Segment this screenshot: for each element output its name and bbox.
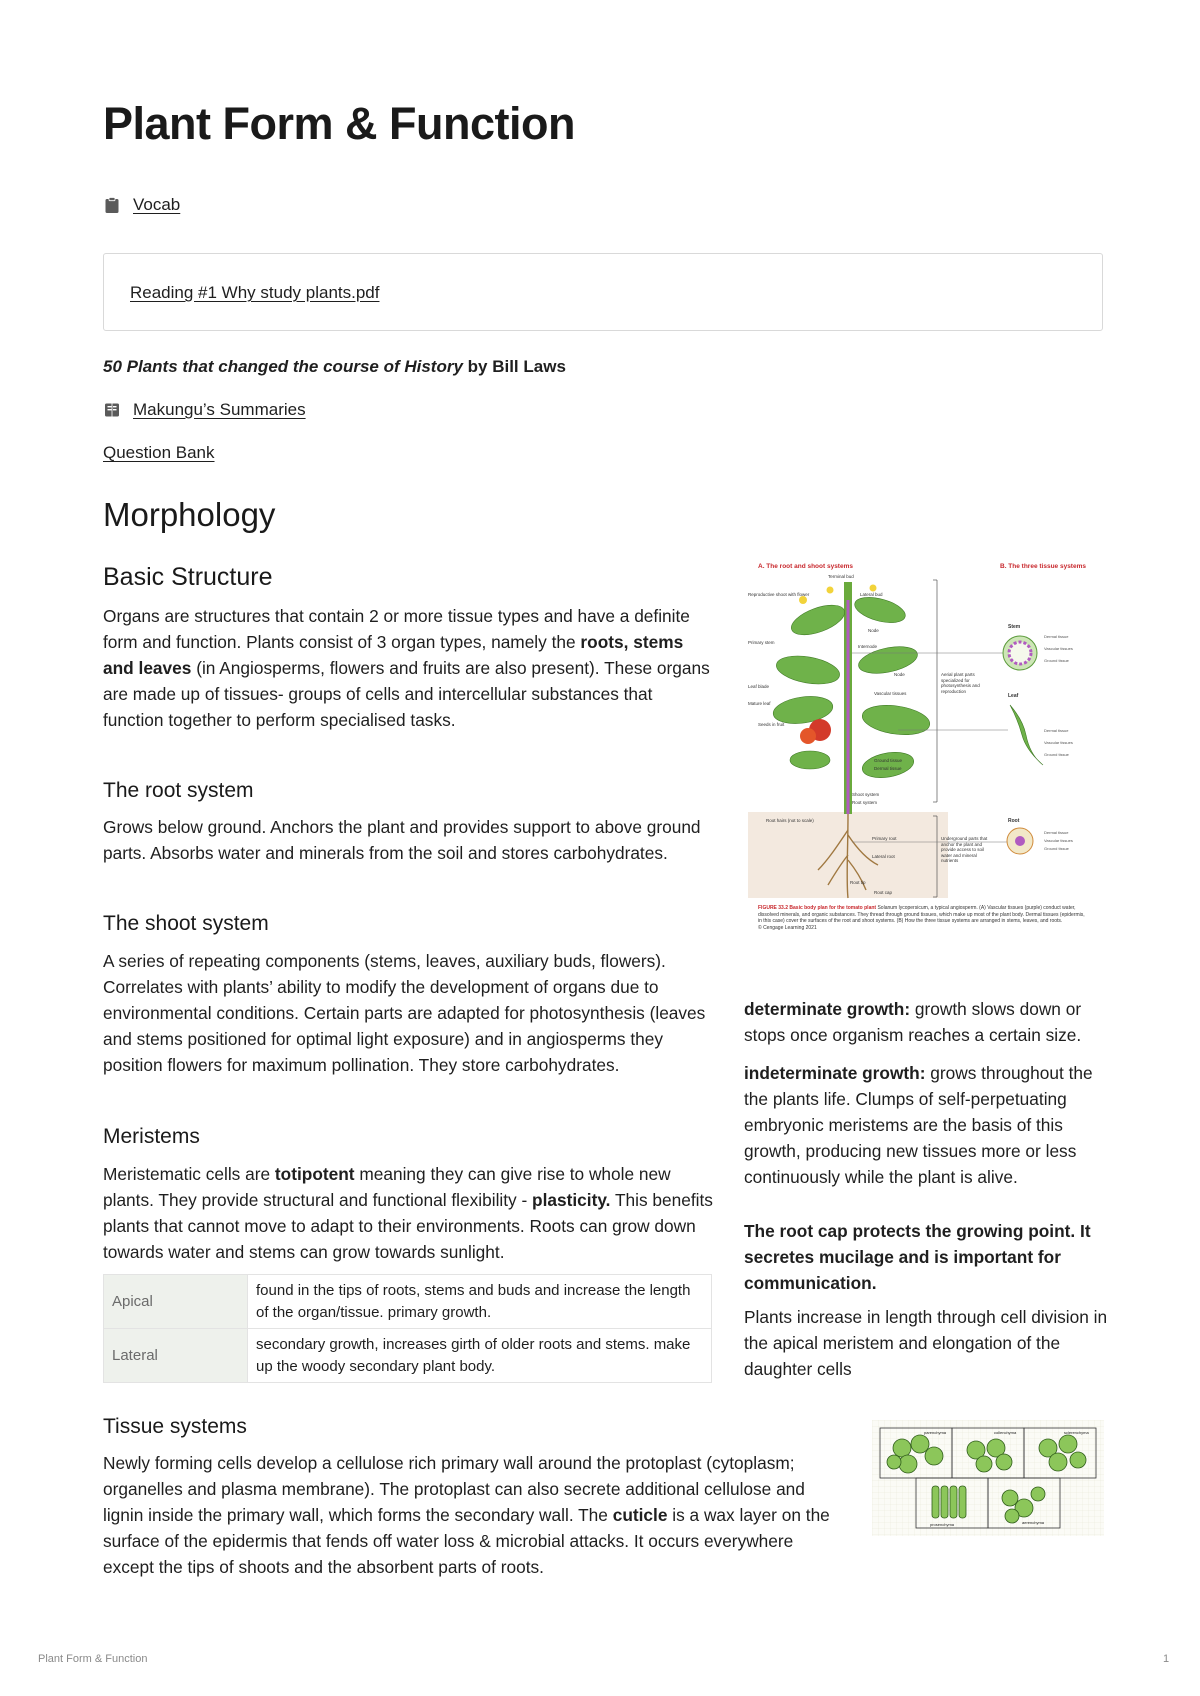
label-vascular: Vascular tissues <box>874 691 907 696</box>
summaries-link[interactable]: Makungu’s Summaries <box>133 400 306 419</box>
label-leaf-blade: Leaf blade <box>748 684 770 689</box>
label-root-vascular: Vascular tissues <box>1044 838 1073 843</box>
label-node-2: Node <box>894 672 905 677</box>
morphology-heading: Morphology <box>103 496 276 533</box>
vocab-link-row[interactable] <box>103 195 180 215</box>
label-mature-leaf: Mature leaf <box>748 701 771 706</box>
root-cap-note: The root cap protects the growing point. It secretes mucilage and is important for communication. <box>744 1221 1091 1293</box>
table-row <box>104 1275 712 1329</box>
root-system-text: Grows below ground. Anchors the plant and provides support to above ground parts. Absorbs water and minerals from the soil and stores carbohydrates. <box>103 817 701 863</box>
label-repro-shoot: Reproductive shoot with flower <box>748 592 810 597</box>
table-value: secondary growth, increases girth of older roots and stems. make up the woody secondary plant body. <box>248 1329 712 1383</box>
label-root-hairs: Root hairs (not to scale) <box>766 818 814 823</box>
label-leaf: Leaf <box>1008 693 1019 699</box>
basic-structure-text: Organs are structures that contain 2 or more tissue types and have a definite form and function. Plants consist of 3 organ types, namely the roots, stems and leaves (in Angiosperms, flowers and fruits are also present). These organs are made up of tissues- groups of cells and intercellular substances that function together to perform specialised tasks. <box>103 606 710 730</box>
label-leaf-dermal: Dermal tissue <box>1044 728 1069 733</box>
label-root-dermal: Dermal tissue <box>1044 830 1069 835</box>
label-terminal-bud: Terminal bud <box>828 574 854 579</box>
label-seeds: Seeds in fruit <box>758 722 785 727</box>
meristem-table <box>103 1274 712 1383</box>
figure-label-b: B. The three tissue systems <box>1000 563 1086 570</box>
cell-label-4: prosenchyma <box>930 1522 955 1527</box>
cell-types-sketch <box>872 1420 1104 1536</box>
book-author: by Bill Laws <box>462 357 566 376</box>
vocab-link[interactable]: Vocab <box>133 195 181 214</box>
label-node-1: Node <box>868 628 879 633</box>
shoot-system-heading: The shoot system <box>103 912 269 935</box>
question-bank-link[interactable]: Question Bank <box>103 443 215 462</box>
label-underground: Underground parts that anchor the plant and provide access to soil water and mineral nutrients <box>941 836 988 863</box>
reading-link[interactable]: Reading #1 Why study plants.pdf <box>130 283 380 302</box>
label-stem: Stem <box>1008 624 1021 630</box>
label-root-tip: Root tip <box>850 880 866 885</box>
label-leaf-ground: Ground tissue <box>1044 752 1069 757</box>
label-root-system: Root system <box>852 800 878 805</box>
label-shoot-system: Shoot system <box>852 792 880 797</box>
length-growth-note: Plants increase in length through cell division in the apical meristem and elongation of the daughter cells <box>744 1307 1108 1379</box>
label-stem-ground: Ground tissue <box>1044 658 1069 663</box>
book-reference <box>103 357 566 377</box>
figure-label-a: A. The root and shoot systems <box>758 563 853 570</box>
label-leaf-vascular: Vascular tissues <box>1044 740 1073 745</box>
indeterminate-growth: indeterminate growth: grows throughout the the plants life. Clumps of self-perpetuating embryonic meristems are the basis of this growth, producing new tissues more or less continuously while the plant is alive. <box>744 1063 1093 1187</box>
book-title: 50 Plants that changed the course of History <box>103 357 463 376</box>
label-ground-tissue: Ground tissue <box>874 758 903 763</box>
question-bank-row[interactable] <box>103 443 215 463</box>
figure-caption: FIGURE 33.2 Basic body plan for the tomato plant Solanum lycopersicum, a typical angiosperm. (A) Vascular tissues (purple) conduct water, dissolved minerals, and organic substances. They thread through ground tissues, which make up most of the plant body. Dermal tissues (epidermis, in this case) cover the surfaces of the root and shoot systems. (B) How the three tissue systems are arranged in stems, leaves, and roots. © Cengage Learning 2021 <box>758 905 1085 931</box>
reading-callout <box>103 253 1103 331</box>
tomato-plant-figure <box>748 560 1098 960</box>
label-root: Root <box>1008 818 1020 824</box>
determinate-growth: determinate growth: growth slows down or stops once organism reaches a certain size. <box>744 999 1082 1045</box>
label-stem-vascular: Vascular tissues <box>1044 646 1073 651</box>
page-number: 1 <box>1163 1653 1170 1665</box>
table-key: Apical <box>104 1275 248 1329</box>
cell-label-2: collenchyma <box>994 1430 1017 1435</box>
clipboard-icon <box>103 196 121 214</box>
basic-structure-heading: Basic Structure <box>103 563 273 591</box>
book-icon <box>103 401 121 419</box>
cell-label-5: aerenchyma <box>1022 1520 1045 1525</box>
label-stem-dermal: Dermal tissue <box>1044 634 1069 639</box>
label-root-cap: Root cap <box>874 890 893 895</box>
tissue-systems-text: Newly forming cells develop a cellulose rich primary wall around the protoplast (cytoplasm; organelles and plasma membrane). The protoplast can also secrete additional cellulose and lignin inside the primary wall, which forms the secondary wall. The cuticle is a wax layer on the surface of the epidermis that fends off water loss & microbial attacks. It occurs everywhere except the tips of shoots and the absorbent parts of roots. <box>103 1453 830 1577</box>
label-aerial: Aerial plant parts specialized for photosynthesis and reproduction <box>941 672 980 694</box>
page-title: Plant Form & Function <box>103 98 575 149</box>
meristems-text: Meristematic cells are totipotent meaning they can give rise to whole new plants. They provide structural and functional flexibility - plasticity. This benefits plants that cannot move to adapt to their environments. Roots can grow down towards water and stems can grow towards sunlight. <box>103 1164 713 1262</box>
label-lateral-bud: Lateral bud <box>860 592 883 597</box>
footer-title: Plant Form & Function <box>38 1653 148 1665</box>
root-system-heading: The root system <box>103 779 254 802</box>
label-root-ground: Ground tissue <box>1044 846 1069 851</box>
cell-label-3: sclerenchyma <box>1064 1430 1089 1435</box>
table-key: Lateral <box>104 1329 248 1383</box>
label-internode: Internode <box>858 644 878 649</box>
cell-label-1: parenchyma <box>924 1430 947 1435</box>
table-row <box>104 1329 712 1383</box>
label-primary-root: Primary root <box>872 836 897 841</box>
label-dermal-tissue: Dermal tissue <box>874 766 902 771</box>
tissue-systems-heading: Tissue systems <box>103 1415 247 1438</box>
meristems-heading: Meristems <box>103 1125 200 1148</box>
label-lateral-root: Lateral root <box>872 854 895 859</box>
table-value: found in the tips of roots, stems and buds and increase the length of the organ/tissue. primary growth. <box>248 1275 712 1329</box>
summaries-link-row[interactable] <box>103 400 306 420</box>
shoot-system-text: A series of repeating components (stems, leaves, auxiliary buds, flowers). Correlates with plants’ ability to modify the development of organs due to environmental conditions. Certain parts are adapted for photosynthesis (leaves and stems positioned for optimal light exposure) and in angiosperms they position flowers for maximum pollination. They store carbohydrates. <box>103 951 706 1075</box>
label-primary-stem: Primary stem <box>748 640 775 645</box>
